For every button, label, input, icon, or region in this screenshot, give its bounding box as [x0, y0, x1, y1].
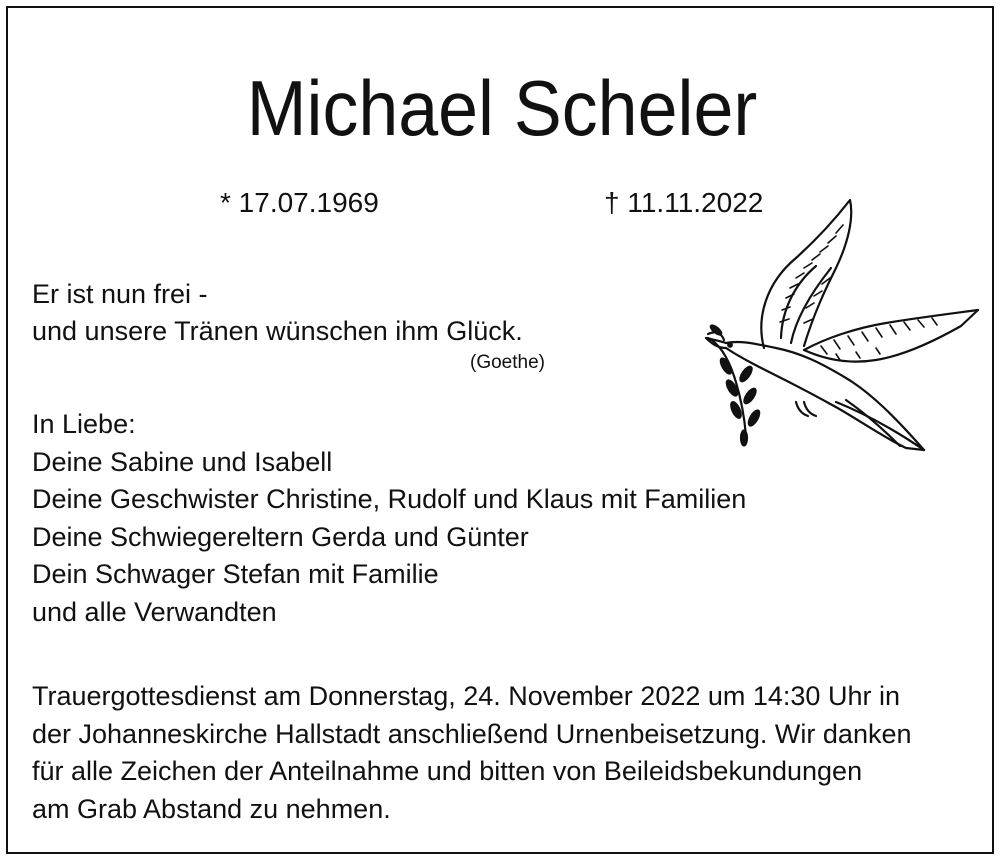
- birth-date: * 17.07.1969: [220, 187, 379, 218]
- service-line: der Johanneskirche Hallstadt anschließend Urnenbeisetzung. Wir danken: [32, 718, 912, 749]
- service-line: Trauergottesdienst am Donnerstag, 24. November 2022 um 14:30 Uhr in: [32, 681, 900, 711]
- mourners-list: [32, 406, 746, 631]
- quote-author: (Goethe): [470, 352, 545, 373]
- mourners-heading: In Liebe:: [32, 409, 136, 439]
- deceased-name: Michael Scheler: [246, 64, 758, 152]
- service-line: am Grab Abstand zu nehmen.: [32, 793, 391, 824]
- dove-with-olive-branch-icon: [686, 188, 986, 468]
- mourner-line: Deine Geschwister Christine, Rudolf und Klaus mit Familien: [32, 484, 747, 514]
- quote-line: und unsere Tränen wünschen ihm Glück.: [32, 316, 523, 346]
- death-date: † 11.11.2022: [604, 187, 764, 218]
- obituary-frame: [6, 6, 994, 854]
- mourner-line: Deine Schwiegereltern Gerda und Günter: [32, 521, 529, 552]
- mourner-line: Dein Schwager Stefan mit Familie: [32, 559, 439, 589]
- quote-line: Er ist nun frei -: [32, 279, 208, 309]
- memorial-quote: [32, 276, 523, 350]
- mourner-line: Deine Sabine und Isabell: [32, 446, 333, 477]
- service-line: für alle Zeichen der Anteilnahme und bitten von Beileidsbekundungen: [32, 756, 863, 786]
- service-announcement: [32, 678, 982, 828]
- mourner-line: und alle Verwandten: [32, 596, 277, 627]
